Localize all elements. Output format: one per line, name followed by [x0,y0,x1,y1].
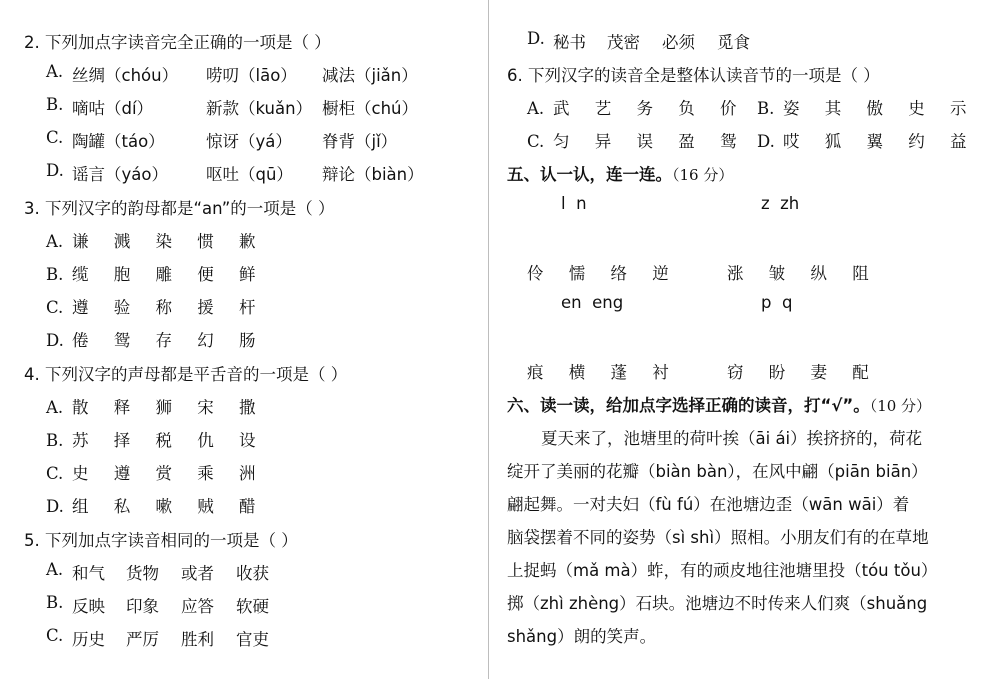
question-6-option-b[interactable] [757,95,976,119]
final-group-en-eng[interactable]: en eng [561,293,624,312]
option-letter: B. [46,265,64,284]
passage-line: 绽开了美丽的花瓣（biàn bàn），在风中翩（piān biān） [507,462,928,481]
passage-line: 脑袋摆着不同的姿势（sì shì）照相。小朋友们有的在草地 [507,528,929,547]
question-4-option-b[interactable] [46,427,265,451]
option-item: 和气 [72,564,105,583]
option-item: 历史 [72,630,105,649]
section-6-title-text: 六、读一读，给加点字选择正确的读音，打“√”。 [507,396,870,415]
question-5-option-a[interactable] [46,560,346,582]
option-item: 减法（jiǎn） [322,66,418,85]
option-item: 唠叨（lāo） [206,66,297,85]
option-letter: D. [757,132,775,151]
option-item: 软硬 [236,597,269,616]
option-letter: B. [757,99,775,118]
option-text: 散 释 狮 宋 撒 [72,398,266,417]
option-letter: C. [46,128,64,147]
passage-line: 夏天来了，池塘里的荷叶挨（āi ái）挨挤挤的，荷花 [541,429,923,448]
option-letter: D. [46,331,64,350]
question-6-option-c[interactable] [527,128,746,152]
right-column [491,0,987,679]
question-6-option-a[interactable] [527,95,746,119]
option-letter: C. [46,464,64,483]
question-5-option-b[interactable] [46,593,346,615]
option-item: 秘书 [553,33,586,52]
char-group-1[interactable]: 伶 懦 络 逆 [527,264,679,283]
question-2-option-d[interactable] [46,161,476,183]
option-item: 官吏 [236,630,269,649]
question-3-title: 3. 下列汉字的韵母都是“an”的一项是（ ） [24,199,335,218]
option-item: 谣言（yáo） [72,165,168,184]
option-item: 呕吐（qū） [206,165,293,184]
option-item: 橱柜（chú） [322,99,418,118]
column-divider [488,0,489,679]
option-text: 匀 异 误 盈 鸳 [553,132,747,151]
option-item: 收获 [236,564,269,583]
section-5-title [507,161,733,185]
passage-line: 掷（zhì zhèng）石块。池塘边不时传来人们爽（shuǎng [507,594,928,613]
question-4-option-d[interactable] [46,493,265,517]
option-text: 史 遵 赏 乘 洲 [72,464,266,483]
initial-group-z-zh[interactable]: z zh [761,194,800,213]
passage-line: 翩起舞。一对夫妇（fù fú）在池塘边歪（wān wāi）着 [507,495,910,514]
question-2-title: 2. 下列加点字读音完全正确的一项是（ ） [24,33,331,52]
left-column [0,0,488,679]
option-item: 应答 [181,597,214,616]
option-letter: C. [46,626,64,645]
option-text: 苏 择 税 仇 设 [72,431,266,450]
question-2-option-b[interactable] [46,95,476,117]
option-item: 胜利 [181,630,214,649]
option-text: 缆 胞 雕 便 鲜 [72,265,266,284]
option-text: 倦 鸳 存 幻 肠 [72,331,266,350]
option-letter: D. [527,29,545,48]
question-4-option-c[interactable] [46,460,265,484]
question-3-option-c[interactable] [46,294,265,318]
option-text: 组 私 嗽 贼 醋 [72,497,266,516]
section-5-title-text: 五、认一认，连一连。 [507,165,672,184]
option-text: 遵 验 称 援 杆 [72,298,266,317]
option-letter: C. [527,132,545,151]
question-6-title: 6. 下列汉字的读音全是整体认读音节的一项是（ ） [507,66,880,85]
passage-line: 上捉蚂（mǎ mà）蚱，有的顽皮地往池塘里投（tóu tǒu） [507,561,938,580]
option-item: 或者 [181,564,214,583]
option-item: 茂密 [607,33,640,52]
option-text: 谦 溅 染 惯 歉 [72,232,266,251]
option-letter: C. [46,298,64,317]
question-3-option-a[interactable] [46,228,265,252]
option-item: 丝绸（chóu） [72,66,179,85]
section-5-score: （16 分） [672,166,734,184]
question-4-title: 4. 下列汉字的声母都是平舌音的一项是（ ） [24,365,348,384]
option-item: 嘀咕（dí） [72,99,154,118]
option-letter: B. [46,593,64,612]
option-item: 陶罐（táo） [72,132,165,151]
char-group-3[interactable]: 痕 横 蓬 衬 [527,363,679,382]
option-item: 辩论（biàn） [322,165,424,184]
option-letter: B. [46,431,64,450]
initial-group-l-n[interactable]: l n [561,194,587,213]
section-6-score: （10 分） [869,397,932,415]
passage-line: shǎng）朗的笑声。 [507,627,657,646]
option-item: 新款（kuǎn） [206,99,313,118]
option-letter: D. [46,497,64,516]
question-5-title: 5. 下列加点字读音相同的一项是（ ） [24,531,298,550]
question-3-option-b[interactable] [46,261,265,285]
option-letter: A. [46,560,64,579]
option-text: 武 艺 务 负 价 [553,99,747,118]
option-letter: A. [46,232,64,251]
question-2-option-a[interactable] [46,62,476,84]
question-6-option-d[interactable] [757,128,976,152]
option-text: 哎 狐 翼 约 益 [783,132,977,151]
option-letter: A. [527,99,545,118]
option-item: 印象 [126,597,159,616]
char-group-4[interactable]: 窃 盼 妻 配 [727,363,879,382]
option-letter: A. [46,62,64,81]
option-item: 必须 [662,33,695,52]
option-item: 惊讶（yá） [206,132,292,151]
option-letter: B. [46,95,64,114]
char-group-2[interactable]: 涨 皱 纵 阻 [727,264,879,283]
option-letter: D. [46,161,64,180]
option-item: 反映 [72,597,105,616]
option-item: 货物 [126,564,159,583]
question-2-option-c[interactable] [46,128,476,150]
option-text: 姿 其 傲 史 示 [783,99,977,118]
option-item: 觅食 [717,33,750,52]
option-item: 脊背（jǐ） [322,132,398,151]
question-3-option-d[interactable] [46,327,265,351]
option-item: 严厉 [126,630,159,649]
question-4-option-a[interactable] [46,394,265,418]
option-letter: A. [46,398,64,417]
question-5-option-d[interactable] [527,29,827,51]
section-6-title [507,392,931,416]
question-5-option-c[interactable] [46,626,346,648]
initial-group-p-q[interactable]: p q [761,293,793,312]
